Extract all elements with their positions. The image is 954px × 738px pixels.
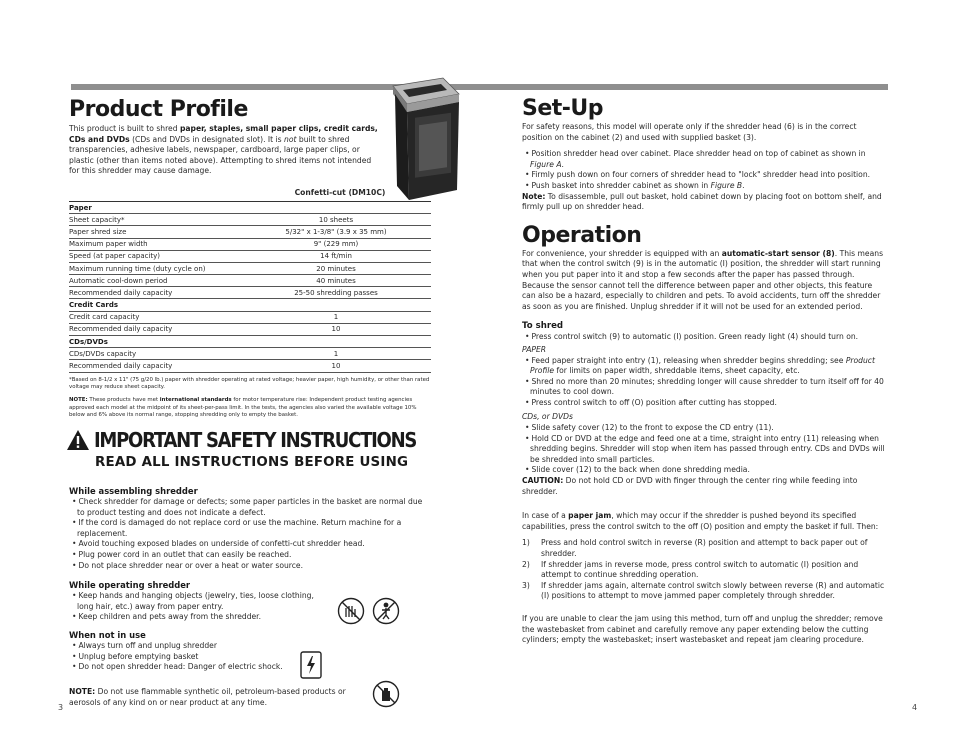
table-cell-label: CDs/DVDs capacity xyxy=(69,348,241,360)
to-shred-title: To shred xyxy=(522,321,564,332)
list-item: • Unplug before emptying basket xyxy=(69,652,329,663)
no-hands-icon xyxy=(337,597,365,625)
list-item: • Press control switch (9) to automatic (I) position. Green ready light (4) should turn on. xyxy=(522,332,887,343)
final-note: NOTE: Do not use flammable synthetic oil, petroleum-based products or aerosols of any kind on or near product at any time. xyxy=(69,687,346,707)
operating-title: While operating shredder xyxy=(69,580,191,590)
table-row xyxy=(69,238,431,250)
safety-heading: IMPORTANT SAFETY INSTRUCTIONS xyxy=(66,428,452,452)
list-item: • Feed paper straight into entry (1), releasing when shredder begins shredding; see Product Profile for limits on paper width, shreddable items, sheet capacity, etc. xyxy=(522,356,887,377)
table-cell-label: Speed (at paper capacity) xyxy=(69,250,241,262)
list-item: • If the cord is damaged do not replace cord or use the machine. Return machine for a replacement. xyxy=(69,518,429,539)
list-item: • Position shredder head over cabinet. Place shredder head on top of cabinet as shown in Figure A. xyxy=(522,149,887,170)
list-item: • Check shredder for damage or defects; some paper particles in the basket are normal due to product testing and does not indicate a defect. xyxy=(69,497,429,518)
table-section-label: CDs/DVDs xyxy=(69,336,431,348)
list-item: • Plug power cord in an outlet that can easily be reached. xyxy=(69,550,429,561)
warning-triangle-icon xyxy=(66,429,90,451)
assembling-section xyxy=(69,485,429,571)
list-item: • Always turn off and unplug shredder xyxy=(69,641,329,652)
page-number-right: 4 xyxy=(912,703,918,712)
spec-table-title: Confetti-cut (DM10C) xyxy=(294,187,386,197)
operating-section xyxy=(69,579,329,623)
table-row xyxy=(69,275,431,287)
list-item: • Do not open shredder head: Danger of electric shock. xyxy=(69,662,329,673)
cds-list xyxy=(522,423,887,476)
step-text: Press and hold control switch in reverse (R) position and attempt to back paper out of shredder. xyxy=(541,538,868,558)
table-cell-value: 40 minutes xyxy=(241,275,431,287)
jam-step xyxy=(522,560,887,581)
table-cell-label: Recommended daily capacity xyxy=(69,323,241,335)
table-row xyxy=(69,262,431,274)
list-item: • Firmly push down on four corners of shredder head to "lock" shredder head into position. xyxy=(522,170,887,181)
table-section-row xyxy=(69,299,431,311)
spec-table xyxy=(69,201,431,373)
step-text: If shredder jams in reverse mode, press control switch to automatic (I) position and attempt to continue shredding operation. xyxy=(541,559,859,580)
to-shred-list xyxy=(522,332,887,343)
page-number-left: 3 xyxy=(58,703,64,712)
table-cell-value: 10 xyxy=(241,323,431,335)
table-row xyxy=(69,226,431,238)
table-cell-value: 1 xyxy=(241,311,431,323)
list-item: • Press control switch to off (O) position after cutting has stopped. xyxy=(522,398,887,409)
top-divider-bar xyxy=(71,84,888,90)
table-section-label: Credit Cards xyxy=(69,299,431,311)
paper-jam-intro: In case of a paper jam, which may occur if the shredder is pushed beyond its specified capabilities, press the control switch to the off (O) position and empty the basket if full. Then: xyxy=(522,511,879,531)
list-item: • Hold CD or DVD at the edge and feed one at a time, straight into entry (11) releasing when shredding begins. Shredder will stop when item has passed through entry. CDs and DVDs will be shredded into small particles. xyxy=(522,434,887,466)
table-row xyxy=(69,311,431,323)
paper-label: PAPER xyxy=(522,344,547,354)
table-row xyxy=(69,250,431,262)
notinuse-list xyxy=(69,641,329,673)
jam-steps-list xyxy=(522,538,887,602)
product-profile-heading: Product Profile xyxy=(69,97,248,122)
table-cell-value: 14 ft/min xyxy=(241,250,431,262)
jam-step xyxy=(522,538,887,559)
no-aerosol-icon xyxy=(372,680,400,708)
list-item: • Slide safety cover (12) to the front to expose the CD entry (11). xyxy=(522,423,887,434)
table-row xyxy=(69,323,431,335)
list-item: • Push basket into shredder cabinet as shown in Figure B. xyxy=(522,181,887,192)
no-children-icon xyxy=(372,597,400,625)
standards-note: NOTE: These products have met international standards for motor temperature rise: Independent product testing agencies approved each model at the midpoint of its sheet-per-pass limit. In the tests, the agencies also varied the available voltage 10% below and 6% above its normal range, stopping shredding only to empty the basket. xyxy=(69,397,417,419)
table-row xyxy=(69,360,431,372)
setup-intro: For safety reasons, this model will operate only if the shredder head (6) is in the correct position on the cabinet (2) and used with supplied basket (3). xyxy=(522,122,857,142)
table-cell-value: 1 xyxy=(241,348,431,360)
operation-heading: Operation xyxy=(522,222,642,248)
assembling-title: While assembling shredder xyxy=(69,486,198,496)
table-cell-label: Recommended daily capacity xyxy=(69,360,241,372)
list-item: • Keep children and pets away from the shredder. xyxy=(69,612,329,623)
setup-heading: Set-Up xyxy=(522,96,604,121)
table-cell-label: Maximum paper width xyxy=(69,238,241,250)
table-row xyxy=(69,287,431,299)
jam-step xyxy=(522,581,887,602)
notinuse-section xyxy=(69,629,329,673)
table-cell-value: 9" (229 mm) xyxy=(241,238,431,250)
table-section-row xyxy=(69,201,431,213)
electric-shock-icon xyxy=(300,651,322,679)
list-item: • Keep hands and hanging objects (jewelry, ties, loose clothing, long hair, etc.) away from paper entry. xyxy=(69,591,329,612)
paper-list xyxy=(522,356,887,409)
spec-footnote: *Based on 8-1/2 x 11" (75 g/20 lb.) paper with shredder operating at rated voltage; heavier paper, high humidity, or other than rated voltage may reduce sheet capacity. xyxy=(69,376,430,390)
notinuse-title: When not in use xyxy=(69,630,146,640)
table-section-label: Paper xyxy=(69,201,431,213)
table-cell-label: Automatic cool-down period xyxy=(69,275,241,287)
table-section-row xyxy=(69,336,431,348)
setup-list xyxy=(522,149,887,191)
table-cell-label: Recommended daily capacity xyxy=(69,287,241,299)
table-row xyxy=(69,348,431,360)
product-intro: This product is built to shred paper, staples, small paper clips, credit cards, CDs and DVDs (CDs and DVDs in designated slot). It is not built to shred transparencies, adhesive labels, newspaper, cardboard, large paper clips, or plastic (other than items noted above). Attempting to shred items not intended for this shredder may cause damage. xyxy=(69,124,378,176)
table-cell-value: 20 minutes xyxy=(241,262,431,274)
jam-final-instructions: If you are unable to clear the jam using this method, turn off and unplug the shredder; remove the wastebasket from cabinet and carefully remove any paper extending below the cutting cylinders; empty the wastebasket; insert wastebasket and repeat jam clearing procedure. xyxy=(522,613,883,645)
operation-intro: For convenience, your shredder is equipped with an automatic-start sensor (8). This means that when the control switch (9) is in the automatic (I) position, the shredder will start running when you put paper into it and stop a few seconds after the paper has passed through. Because the sensor cannot tell the difference between paper and other objects, this feature can also be a hazard, especially to children and pets. To avoid accidents, turn off the shredder as soon as you are finished. Unplug shredder if it will not be used for an extended period. xyxy=(522,248,884,311)
table-cell-label: Credit card capacity xyxy=(69,311,241,323)
table-cell-label: Maximum running time (duty cycle on) xyxy=(69,262,241,274)
table-cell-value: 10 sheets xyxy=(241,214,431,226)
list-item: • Avoid touching exposed blades on underside of confetti-cut shredder head. xyxy=(69,539,429,550)
step-number: 3) xyxy=(522,580,530,590)
assembling-list xyxy=(69,497,429,571)
table-cell-value: 5/32" x 1-3/8" (3.9 x 35 mm) xyxy=(241,226,431,238)
table-cell-label: Paper shred size xyxy=(69,226,241,238)
caution-note: CAUTION: Do not hold CD or DVD with finger through the center ring while feeding into shredder. xyxy=(522,476,858,496)
setup-note: Note: To disassemble, pull out basket, hold cabinet down by placing foot on bottom shelf, and firmly pull up on shredder head. xyxy=(522,191,882,212)
step-text: If shredder jams again, alternate control switch slowly between reverse (R) and automatic (I) positions to attempt to move jammed paper completely through shredder. xyxy=(541,580,885,601)
step-number: 1) xyxy=(522,538,530,548)
list-item: • Do not place shredder near or over a heat or water source. xyxy=(69,561,429,572)
table-cell-label: Sheet capacity* xyxy=(69,214,241,226)
cds-label: CDs, or DVDs xyxy=(522,412,573,422)
read-all-heading: READ ALL INSTRUCTIONS BEFORE USING xyxy=(95,455,409,470)
list-item: • Shred no more than 20 minutes; shredding longer will cause shredder to turn itself off for 40 minutes to cool down. xyxy=(522,377,887,398)
list-item: • Slide cover (12) to the back when done shredding media. xyxy=(522,465,887,476)
table-cell-value: 10 xyxy=(241,360,431,372)
table-cell-value: 25-50 shredding passes xyxy=(241,287,431,299)
operating-list xyxy=(69,591,329,623)
step-number: 2) xyxy=(522,559,530,569)
table-row xyxy=(69,214,431,226)
